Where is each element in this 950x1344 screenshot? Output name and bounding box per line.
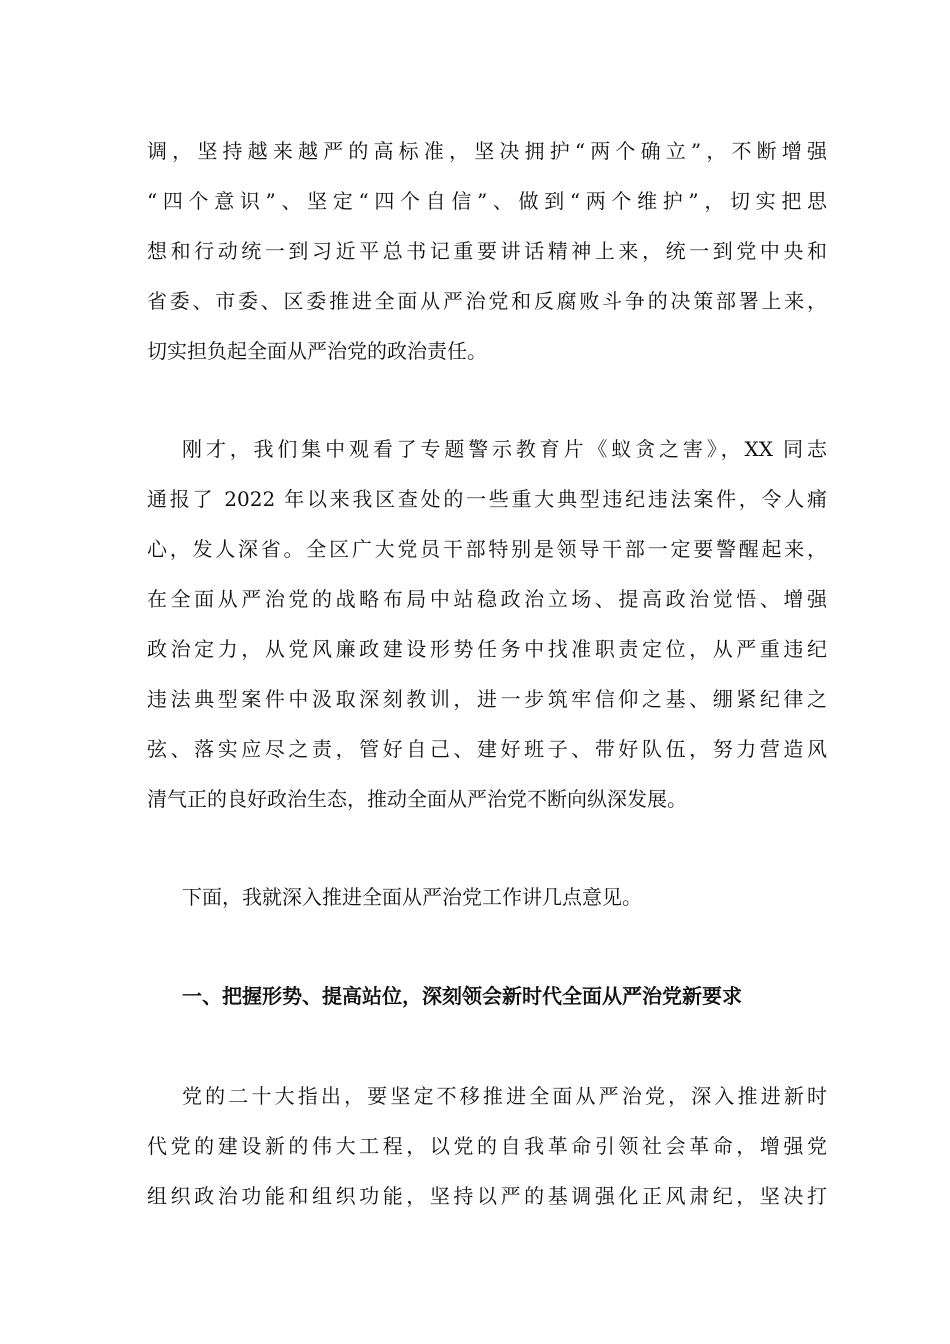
text-line: 违法典型案件中汲取深刻教训，进一步筑牢信仰之基、绷紧纪律之 [147,687,827,711]
text-line: 想和行动统一到习近平总书记重要讲话精神上来，统一到党中央和 [147,239,827,263]
text-line: 省委、市委、区委推进全面从严治党和反腐败斗争的决策部署上来， [147,289,827,313]
text-line: 政治定力，从党风廉政建设形势任务中找准职责定位，从严重违纪 [147,637,827,661]
text-line: “四个意识”、坚定“四个自信”、做到“两个维护”，切实把思 [147,189,827,213]
text-line: 切实担负起全面从严治党的政治责任。 [147,339,487,363]
section-heading: 一、把握形势、提高站位，深刻领会新时代全面从严治党新要求 [182,984,742,1008]
text-line: 下面，我就深入推进全面从严治党工作讲几点意见。 [182,885,642,909]
text-line: 刚才，我们集中观看了专题警示教育片《蚁贪之害》，XX 同志 [182,437,827,461]
text-line: 代党的建设新的伟大工程，以党的自我革命引领社会革命，增强党 [147,1134,827,1158]
text-line: 弦、落实应尽之责，管好自己、建好班子、带好队伍，努力营造风 [147,737,827,761]
text-line: 党的二十大指出，要坚定不移推进全面从严治党，深入推进新时 [182,1084,827,1108]
text-line: 组织政治功能和组织功能，坚持以严的基调强化正风肃纪，坚决打 [147,1184,827,1208]
text-line: 通报了 2022 年以来我区查处的一些重大典型违纪违法案件，令人痛 [147,487,827,511]
text-line: 调，坚持越来越严的高标准，坚决拥护“两个确立”，不断增强 [147,139,827,163]
text-line: 清气正的良好政治生态，推动全面从严治党不断向纵深发展。 [147,787,687,811]
text-line: 心，发人深省。全区广大党员干部特别是领导干部一定要警醒起来， [147,537,827,561]
text-line: 在全面从严治党的战略布局中站稳政治立场、提高政治觉悟、增强 [147,587,827,611]
